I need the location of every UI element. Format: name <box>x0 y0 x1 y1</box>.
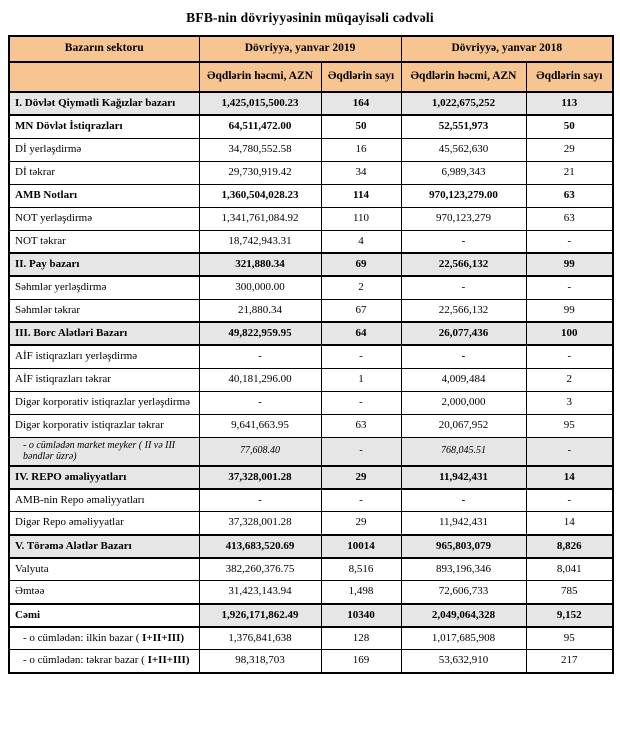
volume-2018-cell: 26,077,436 <box>401 322 526 345</box>
count-2019-cell: 169 <box>321 650 401 673</box>
page-title: BFB-nin dövriyyəsinin müqayisəli cədvəli <box>186 10 434 25</box>
volume-2019-cell: 37,328,001.28 <box>199 466 321 489</box>
volume-2018-cell: 22,566,132 <box>401 253 526 276</box>
row-label: Digər korporativ istiqrazlar yerləşdirmə <box>9 391 199 414</box>
row-label: II. Pay bazarı <box>9 253 199 276</box>
volume-2018-cell: 1,022,675,252 <box>401 92 526 115</box>
table-row <box>9 581 613 604</box>
volume-2019-cell: 1,425,015,500.23 <box>199 92 321 115</box>
count-2019-cell: - <box>321 437 401 466</box>
header-row-measures <box>9 62 613 92</box>
table-row <box>9 437 613 466</box>
volume-2019-cell: 77,608.40 <box>199 437 321 466</box>
volume-2018-cell: 2,049,064,328 <box>401 604 526 627</box>
volume-2018-cell: 53,632,910 <box>401 650 526 673</box>
row-label <box>9 650 199 673</box>
count-2018-cell: 2 <box>526 368 613 391</box>
row-label: Digər Repo əməliyyatlar <box>9 512 199 535</box>
row-label: Səhmlər təkrar <box>9 299 199 322</box>
table-row <box>9 535 613 558</box>
count-2018-cell: - <box>526 276 613 299</box>
count-2019-cell: 128 <box>321 627 401 650</box>
volume-2019-cell: 49,822,959.95 <box>199 322 321 345</box>
volume-2019-cell: 98,318,703 <box>199 650 321 673</box>
count-2018-cell: - <box>526 489 613 512</box>
count-2019-cell: - <box>321 391 401 414</box>
volume-2018-cell: 52,551,973 <box>401 115 526 138</box>
volume-2018-cell: - <box>401 489 526 512</box>
volume-2018-cell: 72,606,733 <box>401 581 526 604</box>
row-label: I. Dövlət Qiymətli Kağızlar bazarı <box>9 92 199 115</box>
count-2019-cell: 164 <box>321 92 401 115</box>
count-2018-cell: 63 <box>526 184 613 207</box>
header-group-2019: Dövriyyə, yanvar 2019 <box>199 36 401 62</box>
count-2018-cell: 99 <box>526 299 613 322</box>
row-label: Cəmi <box>9 604 199 627</box>
count-2019-cell: 34 <box>321 161 401 184</box>
volume-2018-cell: - <box>401 276 526 299</box>
table-row <box>9 558 613 581</box>
count-2018-cell: 21 <box>526 161 613 184</box>
table-body <box>9 92 613 673</box>
table-row <box>9 489 613 512</box>
count-2019-cell: 16 <box>321 138 401 161</box>
row-label: NOT təkrar <box>9 230 199 253</box>
table-row <box>9 368 613 391</box>
volume-2019-cell: - <box>199 489 321 512</box>
header-volume-2018: Əqdlərin həcmi, AZN <box>401 62 526 92</box>
count-2019-cell: 1 <box>321 368 401 391</box>
row-label: - o cümlədən market meyker ( II və III bəndlər üzrə) <box>9 437 199 466</box>
row-label: AMB Notları <box>9 184 199 207</box>
volume-2019-cell: - <box>199 391 321 414</box>
count-2018-cell: 217 <box>526 650 613 673</box>
row-label: Valyuta <box>9 558 199 581</box>
table-row <box>9 345 613 368</box>
row-label: NOT yerləşdirmə <box>9 207 199 230</box>
count-2018-cell: 785 <box>526 581 613 604</box>
count-2019-cell: 29 <box>321 512 401 535</box>
header-group-2018: Dövriyyə, yanvar 2018 <box>401 36 613 62</box>
count-2018-cell: - <box>526 437 613 466</box>
table-row <box>9 276 613 299</box>
row-label: III. Borc Alətləri Bazarı <box>9 322 199 345</box>
volume-2019-cell: 1,926,171,862.49 <box>199 604 321 627</box>
volume-2018-cell: 11,942,431 <box>401 512 526 535</box>
volume-2018-cell: 6,989,343 <box>401 161 526 184</box>
count-2019-cell: 2 <box>321 276 401 299</box>
table-row <box>9 92 613 115</box>
volume-2019-cell: 382,260,376.75 <box>199 558 321 581</box>
count-2018-cell: - <box>526 345 613 368</box>
count-2019-cell: 8,516 <box>321 558 401 581</box>
count-2019-cell: 110 <box>321 207 401 230</box>
count-2018-cell: 50 <box>526 115 613 138</box>
count-2019-cell: 29 <box>321 466 401 489</box>
count-2019-cell: 63 <box>321 414 401 437</box>
volume-2018-cell: 1,017,685,908 <box>401 627 526 650</box>
table-row <box>9 115 613 138</box>
count-2019-cell: 50 <box>321 115 401 138</box>
table-row <box>9 414 613 437</box>
header-count-2018: Əqdlərin sayı <box>526 62 613 92</box>
volume-2018-cell: 893,196,346 <box>401 558 526 581</box>
table-row <box>9 512 613 535</box>
header-row-groups <box>9 36 613 62</box>
volume-2019-cell: 21,880.34 <box>199 299 321 322</box>
row-label: Dİ yerləşdirmə <box>9 138 199 161</box>
table-row <box>9 253 613 276</box>
volume-2019-cell: 413,683,520.69 <box>199 535 321 558</box>
count-2018-cell: 95 <box>526 414 613 437</box>
row-label: Digər korporativ istiqrazlar təkrar <box>9 414 199 437</box>
volume-2019-cell: 9,641,663.95 <box>199 414 321 437</box>
count-2019-cell: 1,498 <box>321 581 401 604</box>
row-label: Əmtəə <box>9 581 199 604</box>
count-2018-cell: 95 <box>526 627 613 650</box>
row-label-text: - o cümlədən: təkrar bazar ( <box>23 654 148 667</box>
table-row <box>9 627 613 650</box>
volume-2018-cell: - <box>401 230 526 253</box>
header-empty-cell <box>9 62 199 92</box>
volume-2018-cell: 20,067,952 <box>401 414 526 437</box>
volume-2018-cell: 768,045.51 <box>401 437 526 466</box>
turnover-comparison-table <box>8 35 614 674</box>
table-row <box>9 466 613 489</box>
count-2018-cell: 113 <box>526 92 613 115</box>
volume-2019-cell: 1,360,504,028.23 <box>199 184 321 207</box>
table-row <box>9 299 613 322</box>
table-header <box>9 36 613 92</box>
count-2019-cell: 64 <box>321 322 401 345</box>
table-row <box>9 138 613 161</box>
count-2018-cell: 9,152 <box>526 604 613 627</box>
row-label: IV. REPO əməliyyatları <box>9 466 199 489</box>
count-2018-cell: 3 <box>526 391 613 414</box>
row-label-bold-text: I+II+III) <box>147 654 190 667</box>
count-2018-cell: 14 <box>526 466 613 489</box>
volume-2019-cell: - <box>199 345 321 368</box>
volume-2019-cell: 64,511,472.00 <box>199 115 321 138</box>
row-label <box>9 627 199 650</box>
count-2019-cell: - <box>321 345 401 368</box>
count-2019-cell: 10014 <box>321 535 401 558</box>
table-row <box>9 230 613 253</box>
count-2019-cell: 114 <box>321 184 401 207</box>
row-label: V. Törəmə Alətlər Bazarı <box>9 535 199 558</box>
header-sector: Bazarın sektoru <box>9 36 199 62</box>
row-label: Səhmlər yerləşdirmə <box>9 276 199 299</box>
count-2019-cell: 67 <box>321 299 401 322</box>
volume-2018-cell: 970,123,279 <box>401 207 526 230</box>
volume-2019-cell: 34,780,552.58 <box>199 138 321 161</box>
volume-2019-cell: 40,181,296.00 <box>199 368 321 391</box>
count-2018-cell: 8,826 <box>526 535 613 558</box>
volume-2019-cell: 37,328,001.28 <box>199 512 321 535</box>
count-2018-cell: 63 <box>526 207 613 230</box>
table-row <box>9 161 613 184</box>
count-2018-cell: 99 <box>526 253 613 276</box>
volume-2018-cell: 22,566,132 <box>401 299 526 322</box>
volume-2019-cell: 1,341,761,084.92 <box>199 207 321 230</box>
count-2019-cell: 10340 <box>321 604 401 627</box>
header-count-2019: Əqdlərin sayı <box>321 62 401 92</box>
row-label: AİF istiqrazları yerləşdirmə <box>9 345 199 368</box>
count-2019-cell: - <box>321 489 401 512</box>
row-label-bold-text: I+II+III) <box>142 631 185 644</box>
row-label: AİF istiqrazları təkrar <box>9 368 199 391</box>
count-2018-cell: 29 <box>526 138 613 161</box>
volume-2019-cell: 321,880.34 <box>199 253 321 276</box>
volume-2018-cell: - <box>401 345 526 368</box>
volume-2019-cell: 300,000.00 <box>199 276 321 299</box>
table-row <box>9 391 613 414</box>
row-label: Dİ təkrar <box>9 161 199 184</box>
table-row <box>9 650 613 673</box>
volume-2018-cell: 4,009,484 <box>401 368 526 391</box>
header-volume-2019: Əqdlərin həcmi, AZN <box>199 62 321 92</box>
volume-2019-cell: 1,376,841,638 <box>199 627 321 650</box>
row-label: AMB-nin Repo əməliyyatları <box>9 489 199 512</box>
table-row <box>9 207 613 230</box>
count-2018-cell: 8,041 <box>526 558 613 581</box>
row-label: MN Dövlət İstiqrazları <box>9 115 199 138</box>
table-row <box>9 184 613 207</box>
volume-2019-cell: 18,742,943.31 <box>199 230 321 253</box>
row-label-text: - o cümlədən: ilkin bazar ( <box>23 631 143 644</box>
table-row <box>9 604 613 627</box>
volume-2019-cell: 29,730,919.42 <box>199 161 321 184</box>
count-2018-cell: 14 <box>526 512 613 535</box>
volume-2018-cell: 45,562,630 <box>401 138 526 161</box>
count-2019-cell: 69 <box>321 253 401 276</box>
volume-2018-cell: 970,123,279.00 <box>401 184 526 207</box>
volume-2019-cell: 31,423,143.94 <box>199 581 321 604</box>
volume-2018-cell: 11,942,431 <box>401 466 526 489</box>
volume-2018-cell: 965,803,079 <box>401 535 526 558</box>
volume-2018-cell: 2,000,000 <box>401 391 526 414</box>
count-2018-cell: 100 <box>526 322 613 345</box>
count-2019-cell: 4 <box>321 230 401 253</box>
table-row <box>9 322 613 345</box>
count-2018-cell: - <box>526 230 613 253</box>
